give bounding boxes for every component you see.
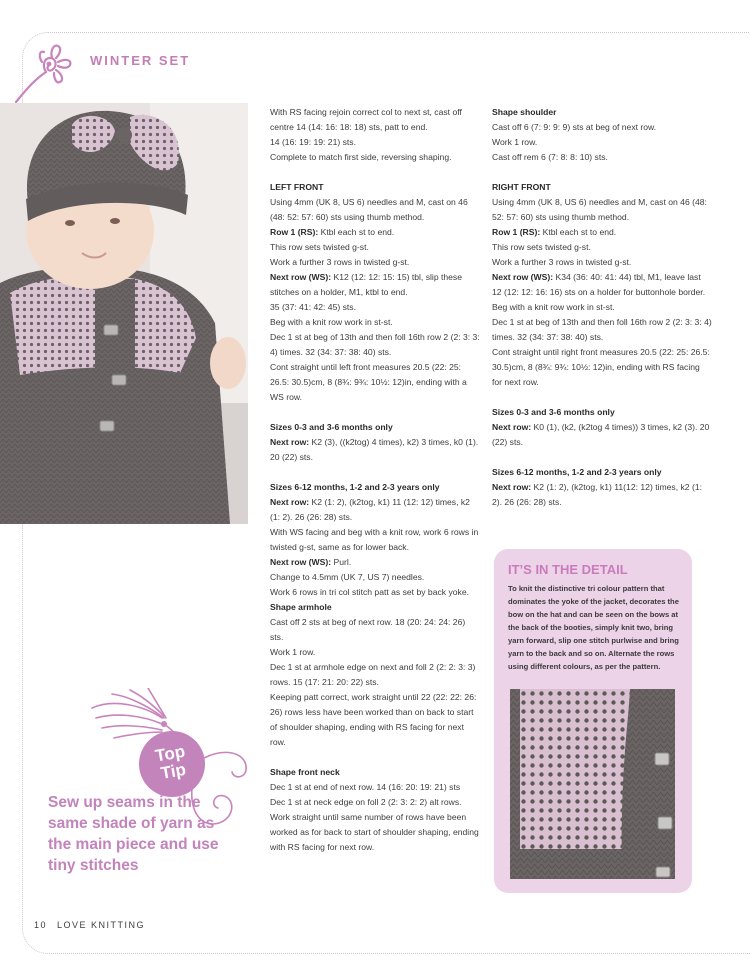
pattern-paragraph [492,150,712,165]
detail-box-title: IT’S IN THE DETAIL [508,562,628,577]
instruction-text: Work straight until same number of rows have been worked as for back to start of shoulder shaping, ending with RS facing for next row. [270,812,479,852]
paragraph-gap [270,405,480,420]
pattern-paragraph [492,240,712,255]
top-tip-text: Sew up seams in the same shade of yarn as the main piece and use tiny stitches [48,794,219,874]
pattern-column-right [492,105,712,510]
instruction-text: Work 6 rows in tri col stitch patt as set by back yoke. [270,587,470,597]
paragraph-gap [492,450,712,465]
instruction-text: K2 (3), ((k2tog) 4 times), k2) 3 times, k0 (1). 20 (22) sts. [270,437,479,462]
pattern-paragraph [270,360,480,405]
instruction-text: K2 (1: 2), (k2tog, k1) 11 (12: 12) times, k2 (1: 2). 26 (26: 28) sts. [270,497,470,522]
pattern-paragraph [270,225,480,240]
instruction-text: Cont straight until right front measures 20.5 (22: 25: 26.5: 30.5)cm, 8 (8¾: 9¾: 10½: 12)in, ending with RS facing for next row. [492,347,710,387]
paragraph-gap [270,750,480,765]
pattern-paragraph [270,660,480,690]
pattern-heading: RIGHT FRONT [492,182,551,192]
pattern-paragraph [270,300,480,315]
row-instruction-label: Next row: [270,497,312,507]
pattern-paragraph [492,480,712,510]
pattern-paragraph [492,120,712,135]
instruction-text: Work 1 row. [270,647,316,657]
pattern-paragraph [270,435,480,465]
instruction-text: K12 (12: 12: 15: 15) tbl, slip these stitches on a holder, M1, ktbl to end. [270,272,463,297]
row-instruction-label: Next row: [492,482,534,492]
pattern-heading: LEFT FRONT [270,182,324,192]
instruction-text: Work a further 3 rows in twisted g-st. [492,257,632,267]
paragraph-gap [492,390,712,405]
instruction-text: Purl. [333,557,352,567]
tri-colour-stitch-closeup-photo [510,689,675,879]
instruction-text: This row sets twisted g-st. [270,242,369,252]
pattern-paragraph [270,570,480,585]
pattern-paragraph [492,345,712,390]
paragraph-gap [270,165,480,180]
pattern-paragraph [270,240,480,255]
pattern-paragraph [270,195,480,225]
row-instruction-label: Row 1 (RS): [270,227,321,237]
pattern-paragraph [492,255,712,270]
pattern-paragraph [492,420,712,450]
instruction-text: This row sets twisted g-st. [492,242,591,252]
instruction-text: 14 (16: 19: 19: 21) sts. [270,137,356,147]
row-instruction-label: Next row: [492,422,534,432]
pattern-paragraph [270,810,480,855]
instruction-text: Ktbl each st to end. [542,227,617,237]
instruction-text: Ktbl each st to end. [320,227,395,237]
instruction-text: 35 (37: 41: 42: 45) sts. [270,302,356,312]
pattern-heading: Sizes 6-12 months, 1-2 and 2-3 years only [492,467,662,477]
magazine-name: LOVE KNITTING [57,920,146,930]
page-footer [34,920,145,930]
pattern-heading: Sizes 0-3 and 3-6 months only [492,407,615,417]
row-instruction-label: Next row (WS): [492,272,556,282]
top-tip-badge-line2: Tip [159,759,188,783]
paragraph-gap [270,465,480,480]
pattern-paragraph [270,795,480,810]
pattern-heading: Sizes 6-12 months, 1-2 and 2-3 years only [270,482,440,492]
instruction-text: Cast off rem 6 (7: 8: 8: 10) sts. [492,152,608,162]
page-number: 10 [34,920,48,930]
instruction-text: K0 (1), (k2, (k2tog 4 times)) 3 times, k2 (3). 20 (22) sts. [492,422,710,447]
instruction-text: Using 4mm (UK 8, US 6) needles and M, cast on 46 (48: 52: 57: 60) sts using thumb method. [270,197,468,222]
instruction-text: Keeping patt correct, work straight until 22 (22: 22: 26: 26) rows less have been worked than on back to start of shoulder shaping, ending with RS facing for next row. [270,692,477,747]
instruction-text: Complete to match first side, reversing shaping. [270,152,452,162]
instruction-text: Work a further 3 rows in twisted g-st. [270,257,410,267]
detail-box [494,549,692,893]
pattern-paragraph [492,135,712,150]
instruction-text: Beg with a knit row work in st-st. [492,302,615,312]
instruction-text: Work 1 row. [492,137,538,147]
instruction-text: K2 (1: 2), (k2tog, k1) 11(12: 12) times, k2 (1: 2). 26 (26: 28) sts. [492,482,702,507]
instruction-text: Cast off 2 sts at beg of next row. 18 (20: 24: 24: 26) sts. [270,617,466,642]
instruction-text: Dec 1 st at beg of 13th and then foll 16th row 2 (2: 3: 3: 4) times. 32 (34: 37: 38: 40) sts. [492,317,712,342]
pattern-paragraph [492,300,712,315]
instruction-text: Change to 4.5mm (UK 7, US 7) needles. [270,572,425,582]
instruction-text: Dec 1 st at beg of 13th and then foll 16th row 2 (2: 3: 3: 4) times. 32 (34: 37: 38: 40) sts. [270,332,480,357]
pattern-heading: Sizes 0-3 and 3-6 months only [270,422,393,432]
pattern-paragraph [270,585,480,600]
instruction-text: With WS facing and beg with a knit row, work 6 rows in twisted g-st, same as for lower back. [270,527,479,552]
pattern-heading: Shape front neck [270,767,340,777]
instruction-text: Dec 1 st at end of next row. 14 (16: 20: 19: 21) sts [270,782,461,792]
pattern-paragraph [270,525,480,555]
instruction-text: Dec 1 st at armhole edge on next and foll 2 (2: 2: 3: 3) rows. 15 (17: 21: 20: 22) sts. [270,662,476,687]
instruction-text: With RS facing rejoin correct col to next st, cast off centre 14 (14: 16: 18: 18) sts, patt to end. [270,107,462,132]
instruction-text: Cont straight until left front measures 20.5 (22: 25: 26.5: 30.5)cm, 8 (8¾: 9¾: 10½: 12)in, ending with a WS row. [270,362,467,402]
pattern-paragraph [270,495,480,525]
instruction-text: Beg with a knit row work in st-st. [270,317,393,327]
detail-box-text: To knit the distinctive tri colour pattern that dominates the yoke of the jacket, decorates the bow on the hat and can be seen on the bows at the back of the booties, simply knit two, bring yarn forward, slip one stitch purlwise and bring yarn to the back and so on. Alternate the rows using different colours, as per the pattern. [508,584,679,671]
section-title: WINTER SET [90,53,191,68]
pattern-paragraph [492,270,712,300]
pattern-paragraph [270,315,480,330]
paragraph-gap [492,165,712,180]
pattern-paragraph [492,225,712,240]
row-instruction-label: Row 1 (RS): [492,227,543,237]
pattern-paragraph [270,270,480,300]
pattern-paragraph [270,255,480,270]
pattern-paragraph [270,615,480,645]
pattern-paragraph [492,315,712,345]
instruction-text: K34 (36: 40: 41: 44) tbl, M1, leave last 12 (12: 12: 16: 16) sts on a holder for buttonhole border. [492,272,706,297]
pattern-paragraph [270,645,480,660]
instruction-text: Using 4mm (UK 8, US 6) needles and M, cast on 46 (48: 52: 57: 60) sts using thumb method. [492,197,707,222]
instruction-text: Dec 1 st at neck edge on foll 2 (2: 3: 2: 2) alt rows. [270,797,462,807]
pattern-column-left [270,105,480,855]
pattern-paragraph [270,330,480,360]
pattern-heading: Shape armhole [270,602,332,612]
row-instruction-label: Next row (WS): [270,272,334,282]
flower-logo-icon [12,40,82,106]
pattern-paragraph [270,150,480,165]
row-instruction-label: Next row (WS): [270,557,334,567]
pattern-paragraph [270,555,480,570]
row-instruction-label: Next row: [270,437,312,447]
top-tip-badge-line1: Top [153,741,187,766]
pattern-paragraph [270,135,480,150]
pattern-heading: Shape shoulder [492,107,557,117]
pattern-paragraph [492,195,712,225]
baby-wearing-knitted-set-photo [0,103,248,524]
instruction-text: Cast off 6 (7: 9: 9: 9) sts at beg of next row. [492,122,657,132]
pattern-paragraph [270,105,480,135]
pattern-paragraph [270,780,480,795]
pattern-paragraph [270,690,480,750]
